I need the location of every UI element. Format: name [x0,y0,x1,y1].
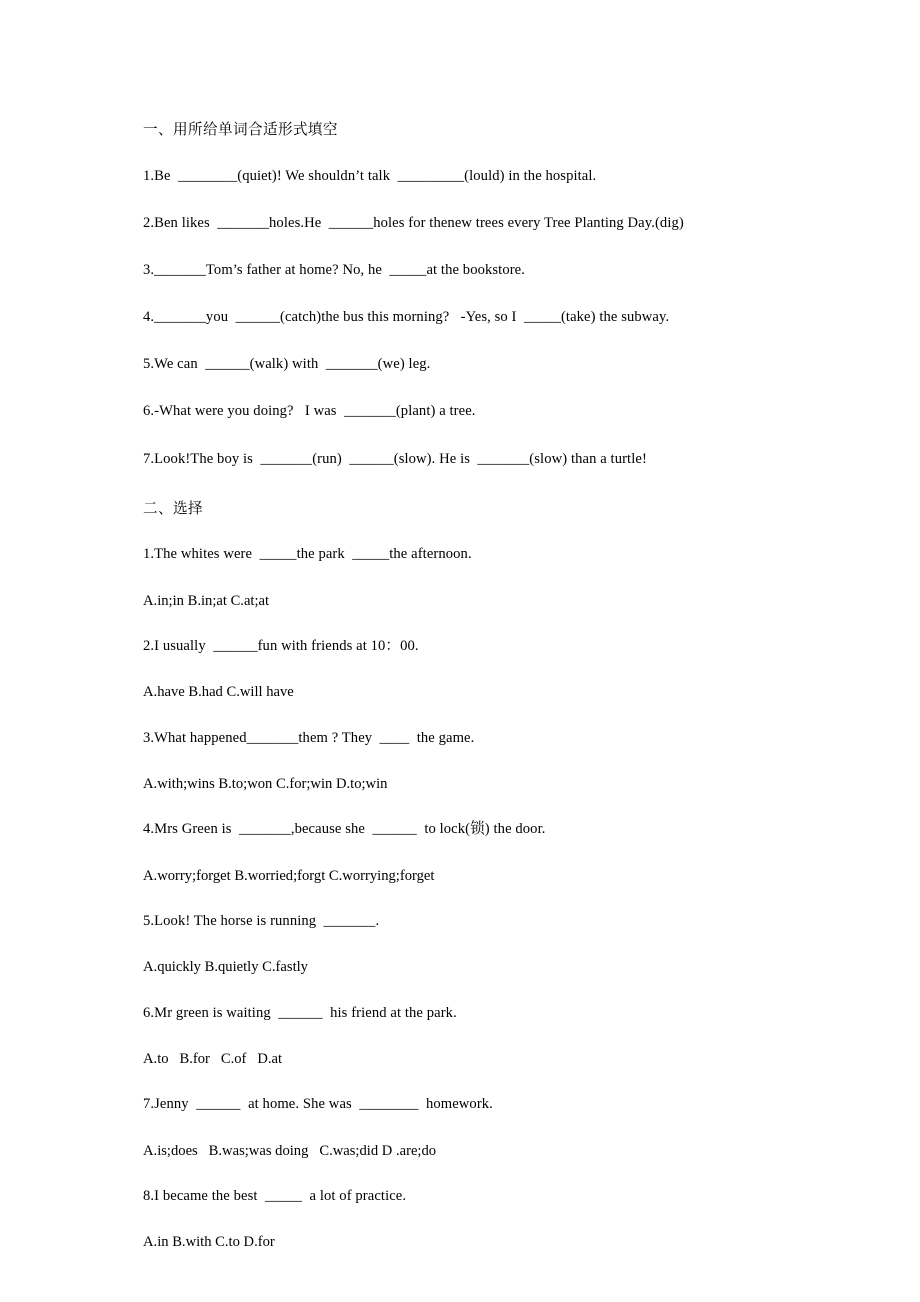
exercise-item: 2.I usually ______fun with friends at 10：00. [143,638,419,654]
exercise-item: 2.Ben likes _______holes.He ______holes for thenew trees every Tree Planting Day.(dig) [143,214,684,231]
exercise-item: 5.Look! The horse is running _______. [143,913,380,930]
exercise-item: 6.Mr green is waiting ______ his friend at the park. [143,1004,457,1021]
exercise-item: 6.-What were you doing? I was _______(plant) a tree. [143,403,476,420]
section-heading: 二、选择 [143,500,203,517]
exercise-options: A.quickly B.quietly C.fastly [143,959,308,976]
exercise-options: A.is;does B.was;was doing C.was;did D .are;do [143,1142,437,1159]
exercise-item: 1.The whites were _____the park _____the afternoon. [143,546,472,563]
exercise-item: 7.Jenny ______ at home. She was ________ homework. [143,1096,493,1113]
exercise-options: A.in;in B.in;at C.at;at [143,592,270,609]
exercise-item: 8.I became the best _____ a lot of practice. [143,1188,407,1205]
exercise-options: A.to B.for C.of D.at [143,1050,283,1067]
exercise-options: A.in B.with C.to D.for [143,1234,275,1251]
exercise-options: A.have B.had C.will have [143,684,294,701]
exercise-item: 7.Look!The boy is _______(run) ______(slow). He is _______(slow) than a turtle! [143,450,647,467]
exercise-options: A.with;wins B.to;won C.for;win D.to;win [143,775,388,792]
section-multiple-choice [143,497,830,1252]
exercise-item: 3._______Tom’s father at home? No, he _____at the bookstore. [143,261,526,278]
section-heading: 一、用所给单词合适形式填空 [143,122,338,138]
exercise-item: 4.Mrs Green is _______,because she ______ to lock(锁) the door. [143,821,546,838]
exercise-item: 5.We can ______(walk) with _______(we) leg. [143,356,431,373]
exercise-item: 4._______you ______(catch)the bus this morning? -Yes, so I _____(take) the subway. [143,309,670,326]
exercise-item: 1.Be ________(quiet)! We shouldn’t talk _________(lould) in the hospital. [143,167,597,184]
exercise-item: 3.What happened_______them ? They ____ the game. [143,729,475,746]
section-fill-in-the-blank [143,118,830,469]
exercise-options: A.worry;forget B.worried;forgt C.worrying;forget [143,867,435,884]
